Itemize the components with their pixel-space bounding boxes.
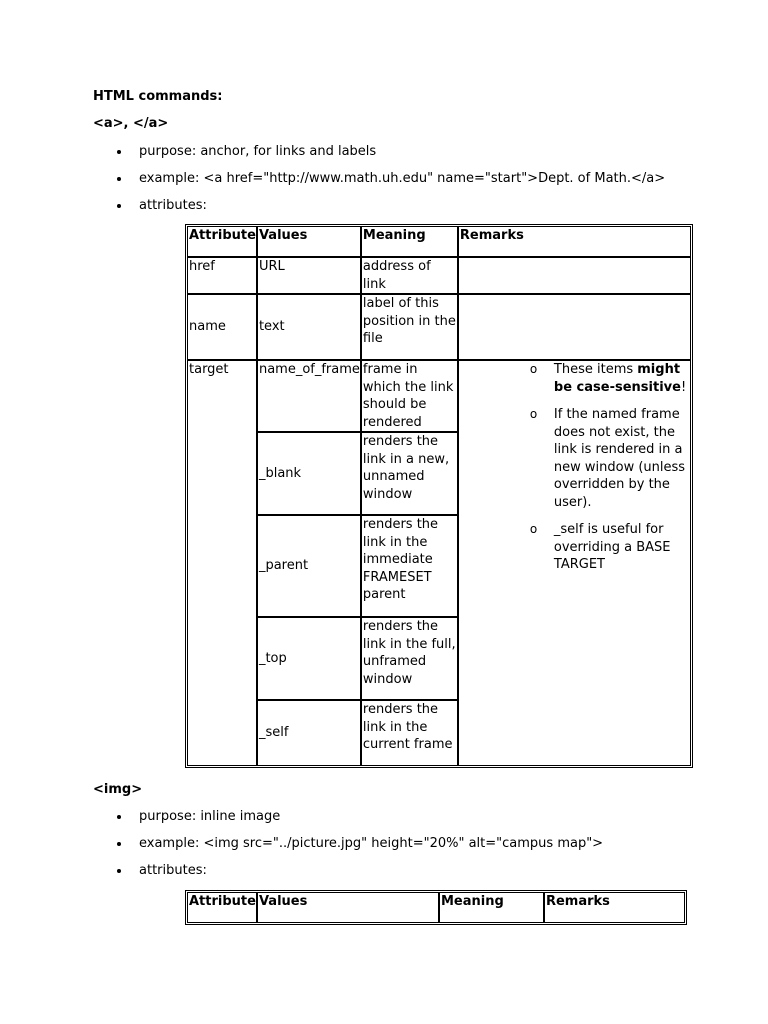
attr-cell: target <box>187 360 257 766</box>
remark-item: o _self is useful for overriding a BASE TARGET <box>530 521 690 574</box>
value-cell: _top <box>257 617 361 700</box>
meaning-cell: renders the link in the immediate FRAMESET parent <box>361 515 458 617</box>
header-attribute: Attribute <box>187 226 257 257</box>
table-row <box>187 257 691 294</box>
page-title: HTML commands: <box>93 89 223 104</box>
meaning-cell: address of link <box>361 257 458 294</box>
anchor-tag-heading: <a>, </a> <box>93 116 169 131</box>
anchor-bullet-list <box>93 143 665 224</box>
table-row <box>187 360 691 432</box>
meaning-cell: renders the link in the current frame <box>361 700 458 766</box>
attr-cell: href <box>187 257 257 294</box>
header-remarks: Remarks <box>458 226 691 257</box>
img-attributes-label: attributes: <box>93 862 603 889</box>
remark-item: o If the named frame does not exist, the link is rendered in a new window (unless overridden by the user). <box>530 406 690 511</box>
value-cell: _blank <box>257 432 361 515</box>
remark-item: o These items might be case-sensitive! <box>530 361 690 396</box>
value-cell: text <box>257 294 361 360</box>
header-attribute: Attribute <box>187 892 257 923</box>
meaning-cell: frame in which the link should be rendered <box>361 360 458 432</box>
value-cell: name_of_frame <box>257 360 361 432</box>
value-cell: _self <box>257 700 361 766</box>
value-cell: _parent <box>257 515 361 617</box>
anchor-attributes-label: attributes: <box>93 197 665 224</box>
remarks-cell <box>458 294 691 360</box>
meaning-cell: renders the link in a new, unnamed window <box>361 432 458 515</box>
header-meaning: Meaning <box>439 892 544 923</box>
img-example: example: <img src="../picture.jpg" height="20%" alt="campus map"> <box>93 835 603 862</box>
img-purpose: purpose: inline image <box>93 808 603 835</box>
img-tag-heading: <img> <box>93 782 143 797</box>
anchor-attributes-table <box>185 224 693 768</box>
remarks-cell <box>458 360 691 766</box>
anchor-example: example: <a href="http://www.math.uh.edu" name="start">Dept. of Math.</a> <box>93 170 665 197</box>
table-header-row <box>187 892 685 923</box>
meaning-cell: label of this position in the file <box>361 294 458 360</box>
img-attributes-table <box>185 890 687 925</box>
header-values: Values <box>257 892 439 923</box>
table-header-row <box>187 226 691 257</box>
remarks-list <box>460 361 690 574</box>
header-meaning: Meaning <box>361 226 458 257</box>
attr-cell: name <box>187 294 257 360</box>
table-row <box>187 294 691 360</box>
anchor-purpose: purpose: anchor, for links and labels <box>93 143 665 170</box>
value-cell: URL <box>257 257 361 294</box>
remarks-cell <box>458 257 691 294</box>
header-values: Values <box>257 226 361 257</box>
meaning-cell: renders the link in the full, unframed window <box>361 617 458 700</box>
img-bullet-list <box>93 808 603 889</box>
header-remarks: Remarks <box>544 892 685 923</box>
